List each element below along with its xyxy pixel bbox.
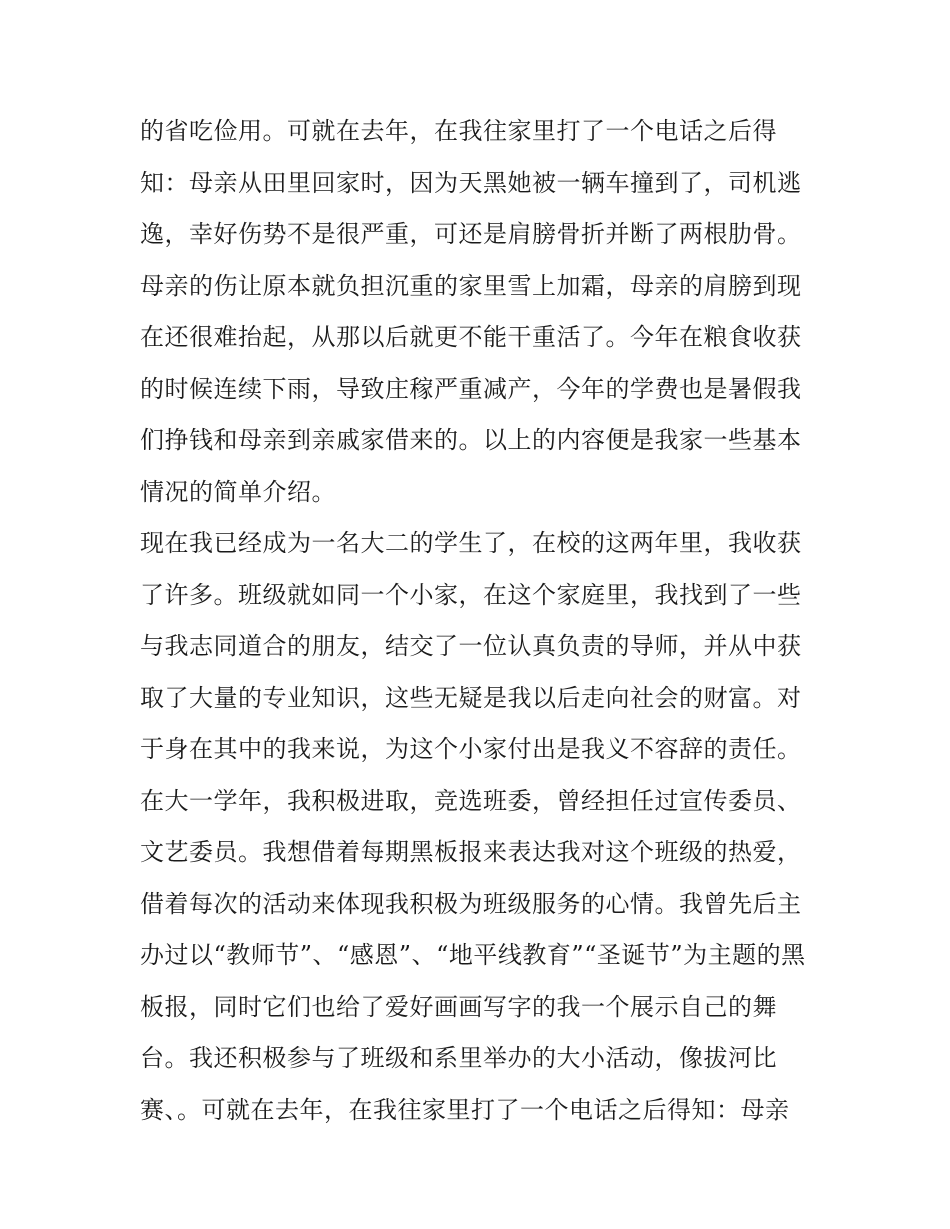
text-line: 情况的简单介绍。 — [140, 477, 336, 506]
text-line: 了许多。班级就如同一个小家，在这个家庭里，我找到了一些 — [140, 580, 802, 609]
text-line: 的省吃俭用。可就在去年，在我往家里打了一个电话之后得 — [140, 117, 777, 145]
text-line: 借着每次的活动来体现我积极为班级服务的心情。我曾先后主 — [140, 889, 802, 918]
text-line: 现在我已经成为一名大二的学生了，在校的这两年里，我收获 — [140, 529, 802, 557]
text-line: 赛、。可就在去年，在我往家里打了一个电话之后得知：母亲 — [140, 1095, 790, 1124]
text-line: 在大一学年，我积极进取，竞选班委，曾经担任过宣传委员、 — [140, 786, 802, 815]
text-line: 板报，同时它们也给了爱好画画写字的我一个展示自己的舞 — [140, 992, 777, 1021]
text-line: 取了大量的专业知识，这些无疑是我以后走向社会的财富。对 — [140, 683, 802, 712]
text-line: 文艺委员。我想借着每期黑板报来表达我对这个班级的热爱， — [140, 838, 802, 866]
text-line: 于身在其中的我来说，为这个小家付出是我义不容辞的责任。 — [140, 735, 802, 763]
body-text — [140, 106, 820, 1136]
text-line: 知：母亲从田里回家时，因为天黑她被一辆车撞到了，司机逃 — [140, 168, 802, 197]
text-line: 逸，幸好伤势不是很严重，可还是肩膀骨折并断了两根肋骨。 — [140, 220, 802, 248]
text-line: 母亲的伤让原本就负担沉重的家里雪上加霜，母亲的肩膀到现 — [140, 271, 802, 300]
text-line: 台。我还积极参与了班级和系里举办的大小活动，像拔河比 — [140, 1044, 777, 1072]
text-line: 在还很难抬起，从那以后就更不能干重活了。今年在粮食收获 — [140, 323, 802, 351]
text-line: 与我志同道合的朋友，结交了一位认真负责的导师，并从中获 — [140, 632, 802, 660]
text-line: 们挣钱和母亲到亲戚家借来的。以上的内容便是我家一些基本 — [140, 426, 802, 454]
text-line: 的时候连续下雨，导致庄稼严重减产，今年的学费也是暑假我 — [140, 374, 802, 403]
text-line: 办过以“教师节”、“感恩”、“地平线教育”“圣诞节”为主题的黑 — [140, 941, 806, 969]
